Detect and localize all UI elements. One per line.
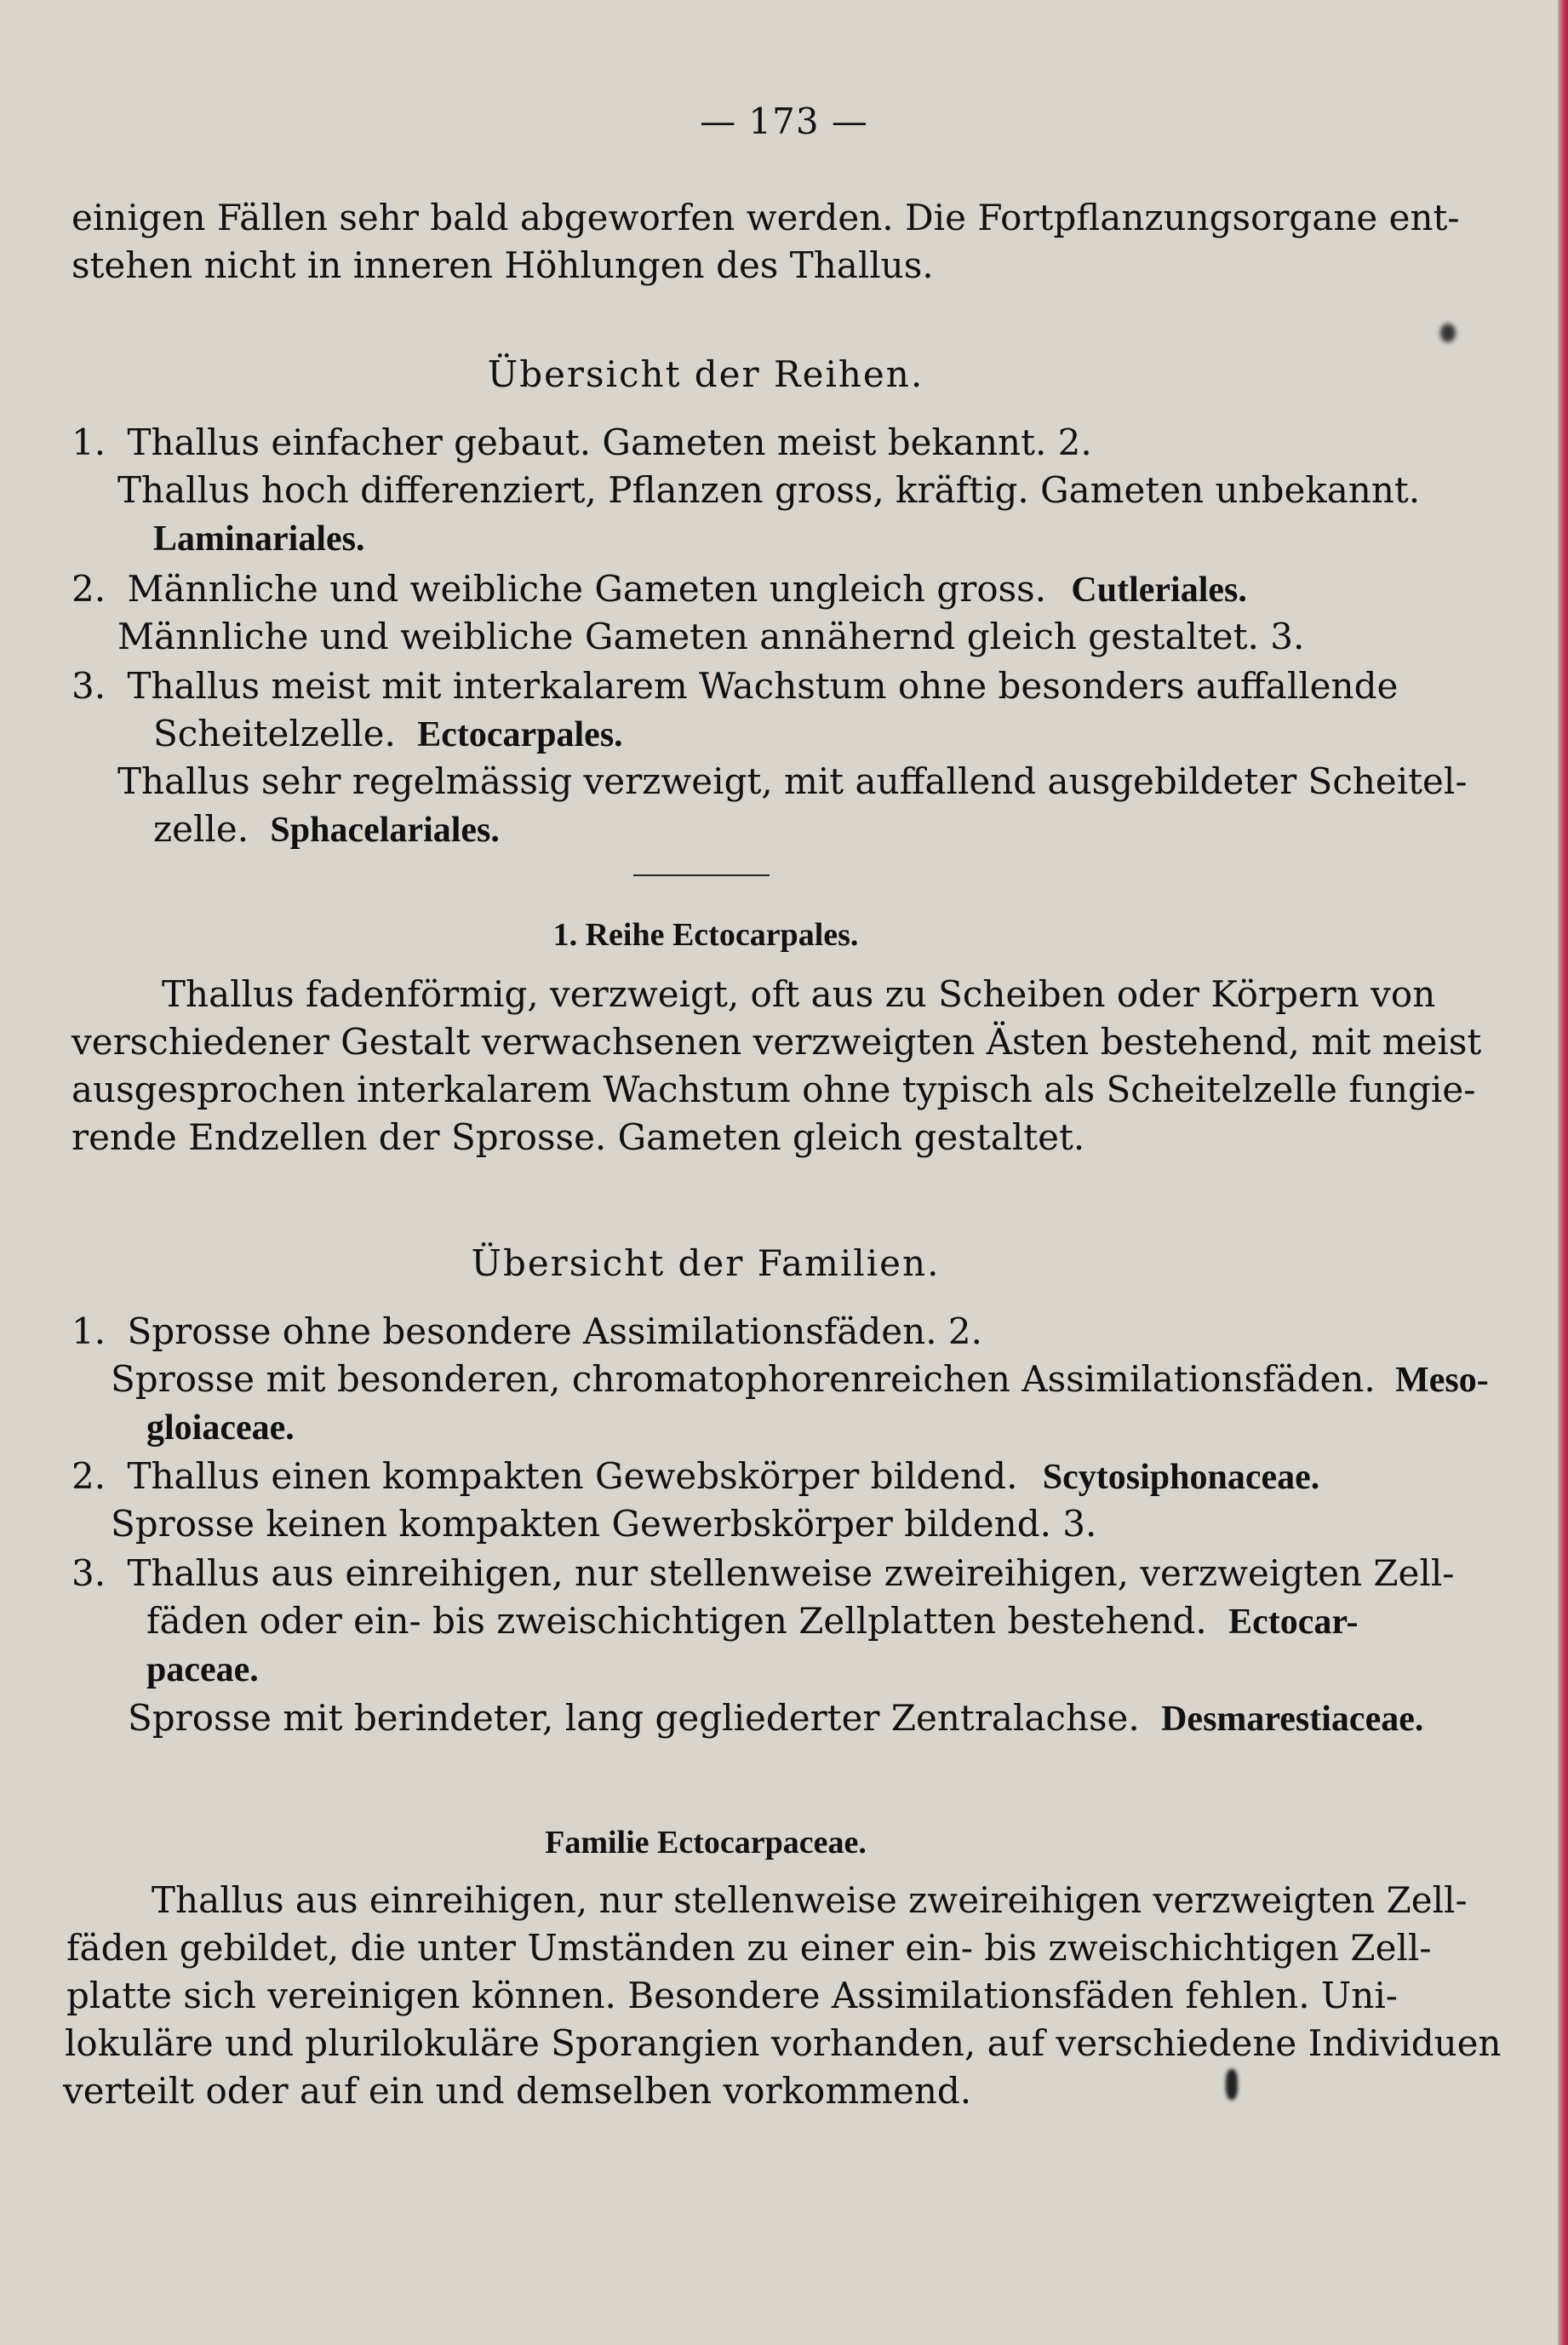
key-item [72,1453,1340,1501]
paragraph-line: lokuläre und plurilokuläre Sporangien vorhanden, auf verschiedene Individuen [65,2022,1502,2064]
paragraph-line: verschiedener Gestalt verwachsenen verzweigten Ästen bestehend, mit meist [72,1021,1482,1063]
intro-line: einigen Fällen sehr bald abgeworfen werden. Die Fortpflanzungsorgane ent- [72,197,1460,238]
item-text: Thallus einfacher gebaut. Gameten meist bekannt. 2. [127,421,1092,463]
paragraph-line: verteilt oder auf ein und demselben vorkommend. [63,2070,972,2112]
key-item [72,1308,1340,1356]
divider-rule [633,874,770,876]
key-item-text: Männliche und weibliche Gameten annähernd gleich gestaltet. 3. [117,616,1305,657]
key-item [72,662,1399,710]
key-item-text: Sprosse mit besonderen, chromatophorenreichen Assimilationsfäden. Meso- [111,1358,1489,1400]
key-item-text: Thallus sehr regelmässig verzweigt, mit auffallend ausgebildeter Scheitel- [117,760,1468,802]
item-number: 1. [72,421,106,463]
intro-line: stehen nicht in inneren Höhlungen des Thallus. [72,244,934,286]
item-text: Thallus einen kompakten Gewebskörper bildend. [127,1455,1029,1497]
item-number: 3. [72,665,106,707]
taxon-name: Sphacelariales. [270,811,500,850]
taxon-name: Meso- [1395,1361,1489,1400]
section-heading-familien: Übersicht der Familien. [471,1242,941,1284]
paragraph-line: ausgesprochen interkalarem Wachstum ohne typisch als Scheitelzelle fungie- [72,1069,1476,1110]
paragraph-line: Thallus aus einreihigen, nur stellenweise zweireihigen verzweigten Zell- [152,1879,1468,1921]
taxon-name: Cutleriales. [1071,570,1247,610]
taxon-name: Laminariales. [153,519,365,559]
paragraph-line: fäden gebildet, die unter Umständen zu einer ein- bis zweischichtigen Zell- [66,1927,1432,1969]
item-text: Männliche und weibliche Gameten ungleich gross. [127,568,1058,610]
section-heading-reihen: Übersicht der Reihen. [487,353,924,395]
paragraph-line: Thallus fadenförmig, verzweigt, oft aus zu Scheiben oder Körpern von [162,973,1436,1015]
key-item-text: Thallus hoch differenziert, Pflanzen gross, kräftig. Gameten unbekannt. [117,469,1421,511]
section-heading-familie: Familie Ectocarpaceae. [545,1825,867,1861]
key-item [72,1550,1455,1597]
ink-spot [1440,324,1456,342]
paragraph-line: rende Endzellen der Sprosse. Gameten gleich gestaltet. [72,1116,1085,1158]
ink-spot [1226,2069,1238,2100]
item-number: 1. [72,1310,106,1352]
paragraph-line: platte sich vereinigen können. Besondere Assimilationsfäden fehlen. Uni- [66,1975,1398,2016]
section-heading-reihe: 1. Reihe Ectocarpales. [552,917,859,953]
taxon-name: paceae. [146,1650,259,1689]
key-item [72,419,1340,467]
taxon-name: Ectocarpales. [417,715,623,754]
taxon-name: Scytosiphonaceae. [1042,1458,1320,1497]
item-number: 2. [72,1455,106,1497]
taxon-name: Desmarestiaceae. [1161,1700,1424,1739]
key-item [72,565,1340,614]
item-text: Sprosse ohne besondere Assimilationsfäden. 2. [127,1310,982,1352]
key-item-text: zelle. Sphacelariales. [153,808,500,850]
key-item-text: Sprosse mit berindeter, lang gegliederter Zentralachse. Desmarestiaceae. [128,1697,1424,1739]
key-item-text: Scheitelzelle. Ectocarpales. [153,713,623,754]
page-number: — 173 — [700,100,868,142]
key-item-text: Sprosse keinen kompakten Gewerbskörper bildend. 3. [111,1503,1097,1545]
item-text: Thallus aus einreihigen, nur stellenweise zweireihigen, verzweigten Zell- [127,1552,1455,1594]
item-text: Thallus meist mit interkalarem Wachstum ohne besonders auffallende [127,665,1399,707]
taxon-name: Ectocar- [1228,1603,1359,1642]
item-number: 3. [72,1552,106,1594]
page-edge-binding [1558,0,1568,2345]
item-number: 2. [72,568,106,610]
taxon-name: gloiaceae. [146,1408,295,1448]
key-item-text: fäden oder ein- bis zweischichtigen Zellplatten bestehend. Ectocar- [146,1600,1359,1642]
